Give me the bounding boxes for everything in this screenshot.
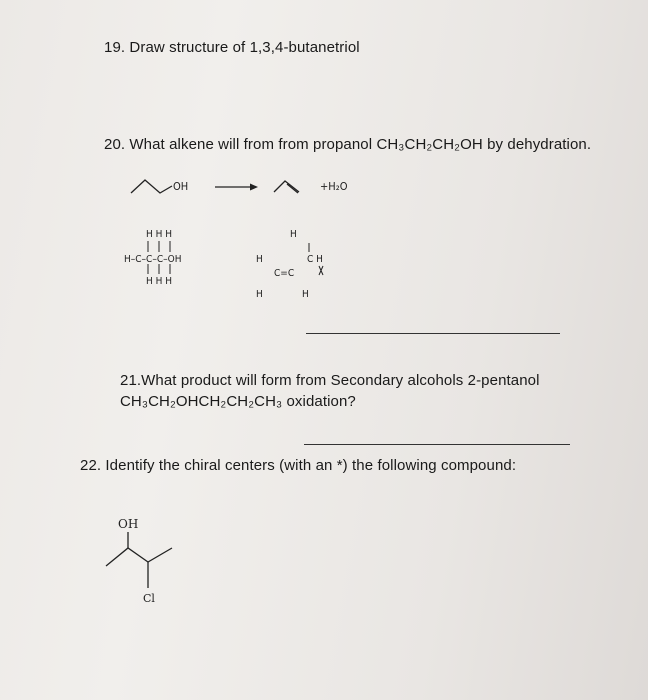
alkene-h-bottom-right: H bbox=[302, 289, 309, 300]
alkene-c-c: C=C bbox=[274, 268, 295, 279]
expanded-structure bbox=[124, 229, 181, 287]
question-21-line2: CH₃CH₂OHCH₂CH₂CH₃ oxidation? bbox=[120, 393, 356, 410]
question-21-line1: 21.What product will form from Secondary alcohols 2-pentanol bbox=[120, 372, 540, 389]
oh-label-reactant: OH bbox=[173, 180, 189, 193]
question-21 bbox=[120, 370, 540, 412]
reaction-arrow bbox=[215, 184, 258, 191]
alkene-c-h: C H bbox=[307, 254, 323, 265]
alkene-h-top: H bbox=[290, 229, 297, 240]
expanded-row-bottom-hydrogens: H H H bbox=[146, 276, 173, 287]
expanded-row-top-hydrogens: H H H bbox=[146, 229, 173, 240]
question-20: 20. What alkene will from from propanol CH₃CH₂CH₂OH by dehydration. bbox=[104, 136, 592, 153]
answer-line-q21[interactable] bbox=[304, 444, 570, 445]
cl-label-q22: Cl bbox=[143, 592, 155, 605]
propanol-skeletal-structure bbox=[131, 180, 172, 193]
alkene-h-bottom-left: H bbox=[256, 289, 263, 300]
water-byproduct: +H₂O bbox=[320, 180, 348, 193]
expanded-row-carbon-chain: H–C–C–C–OH bbox=[124, 254, 182, 265]
answer-line-q20[interactable] bbox=[306, 333, 560, 334]
alkene-sketch bbox=[256, 229, 323, 300]
oh-label-q22: OH bbox=[118, 517, 139, 531]
question-22: 22. Identify the chiral centers (with an *) the following compound: bbox=[80, 457, 517, 474]
q22-compound-structure bbox=[106, 532, 172, 588]
alkene-h-left: H bbox=[256, 254, 263, 265]
propene-skeletal-structure bbox=[274, 181, 299, 193]
question-19: 19. Draw structure of 1,3,4-butanetriol bbox=[104, 39, 360, 56]
